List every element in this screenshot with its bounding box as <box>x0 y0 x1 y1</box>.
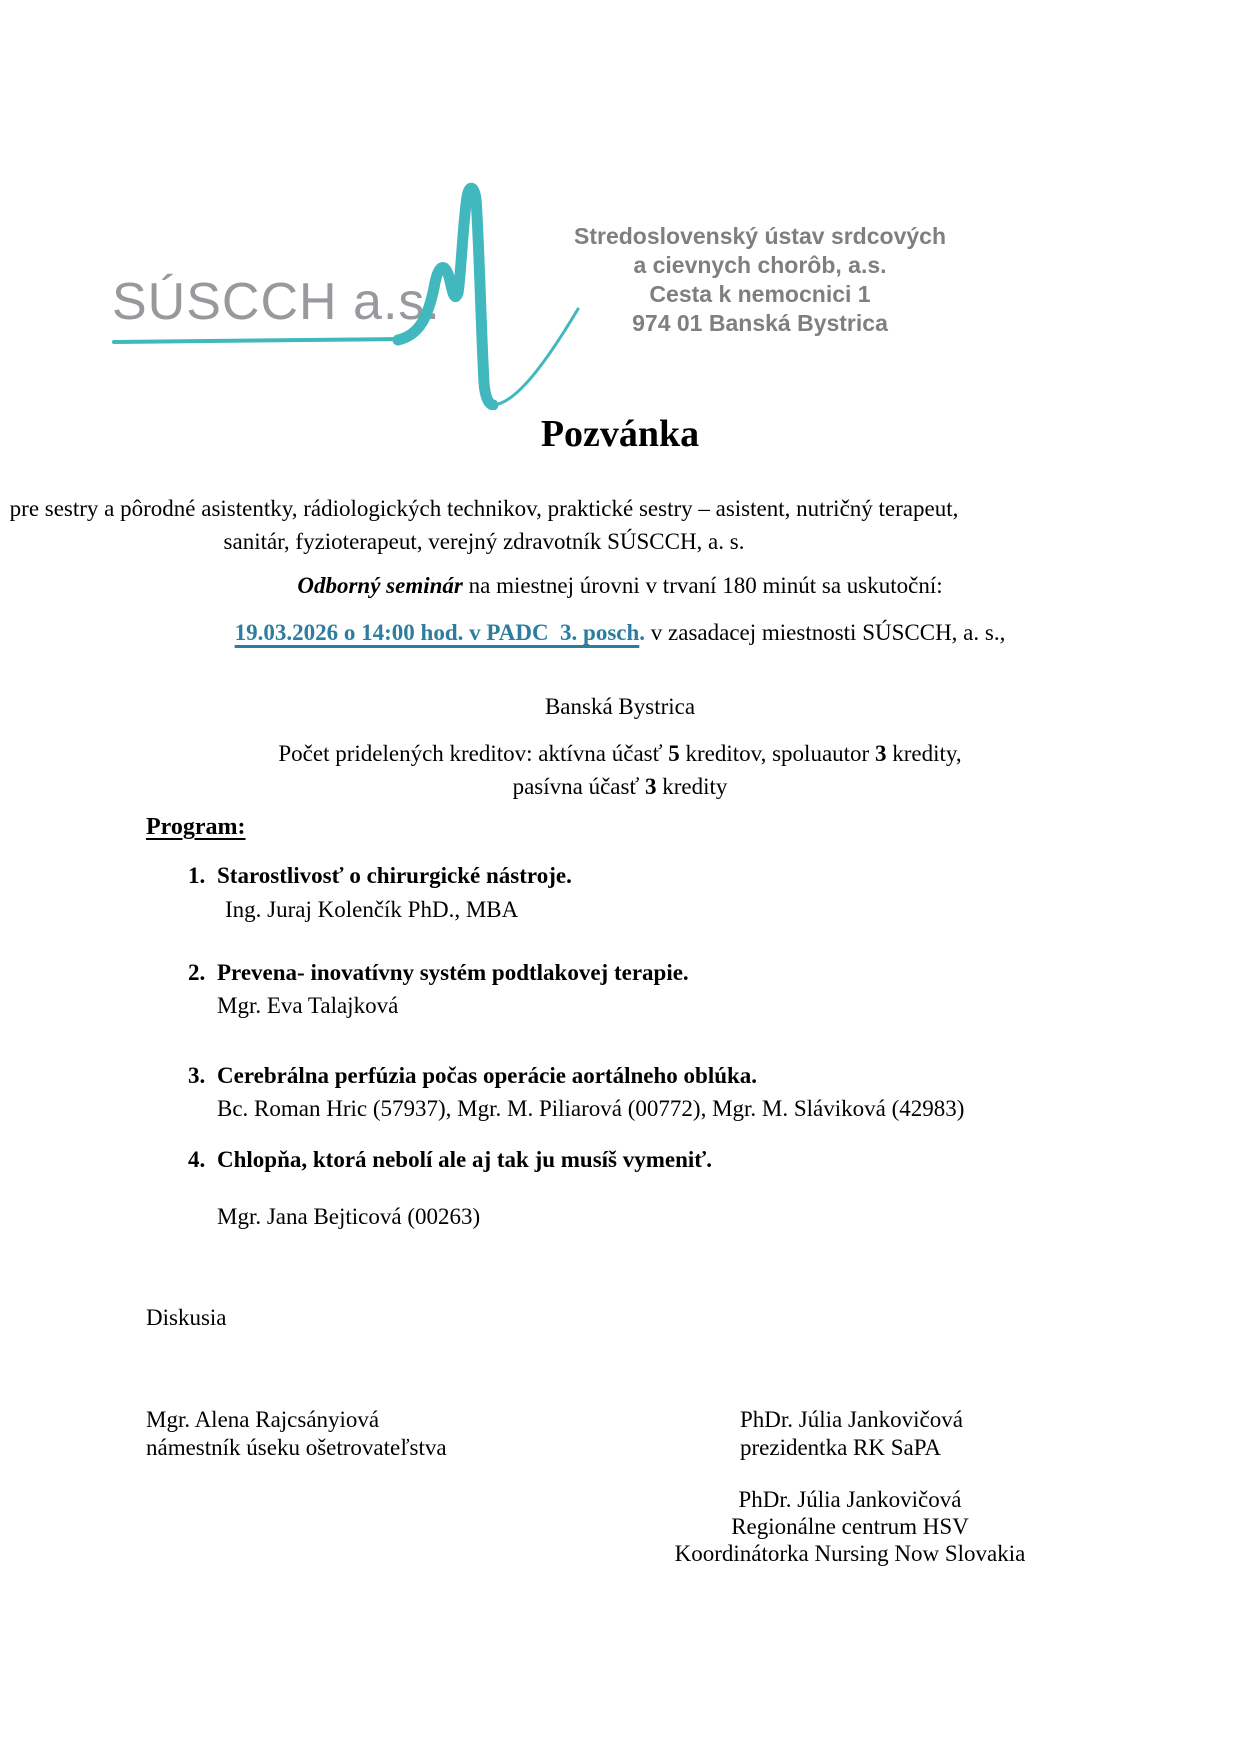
discussion-label: Diskusia <box>146 1305 227 1330</box>
signature-right-top-name: PhDr. Júlia Jankovičová <box>740 1407 963 1432</box>
program-item-3-title: Cerebrálna perfúzia počas operácie aortálneho oblúka. <box>217 1063 758 1088</box>
program-item-2-number: 2. <box>188 960 206 985</box>
seminar-line <box>0 571 1240 601</box>
signature-right-bottom <box>600 1486 1100 1567</box>
program-item-4-number: 4. <box>188 1147 206 1172</box>
credits-number: 5 <box>668 741 680 766</box>
org-line: 974 01 Banská Bystrica <box>632 310 888 336</box>
program-item-1-title: Starostlivosť o chirurgické nástroje. <box>217 863 572 888</box>
org-line: a cievnych chorôb, a.s. <box>633 252 887 278</box>
signature-left <box>146 1406 447 1462</box>
credits-text: pasívna účasť <box>512 774 646 799</box>
signature-right-bottom-role: Koordinátorka Nursing Now Slovakia <box>674 1541 1026 1566</box>
program-item-4-title: Chlopňa, ktorá nebolí ale aj tak ju musíš vymeniť. <box>217 1147 713 1172</box>
program-item-1-authors: Ing. Juraj Kolenčík PhD., MBA <box>225 897 519 922</box>
seminar-emphasis: Odborný seminár <box>297 573 463 598</box>
logo-text: SÚSCCH a.s. <box>112 273 441 331</box>
seminar-rest: na miestnej úrovni v trvaní 180 minút sa uskutoční: <box>462 573 943 598</box>
signature-right-bottom-name: PhDr. Júlia Jankovičová <box>738 1487 962 1512</box>
program-item-3-authors: Bc. Roman Hric (57937), Mgr. M. Piliarová (00772), Mgr. M. Sláviková (42983) <box>217 1096 965 1121</box>
credits-line-1 <box>0 737 1240 770</box>
program-item-2-title: Prevena- inovatívny systém podtlakovej terapie. <box>217 960 689 985</box>
credits-text: Počet pridelených kreditov: aktívna účasť <box>278 741 669 766</box>
signature-left-role: námestník úseku ošetrovateľstva <box>146 1435 447 1460</box>
event-rest: v zasadacej miestnosti SÚSCCH, a. s., <box>645 620 1006 645</box>
credits-line-2 <box>0 770 1240 803</box>
program-item-1-number: 1. <box>188 863 206 888</box>
signature-right-bottom-org: Regionálne centrum HSV <box>731 1514 969 1539</box>
org-line: Stredoslovenský ústav srdcových <box>574 223 946 249</box>
intro-paragraph: pre sestry a pôrodné asistentky, rádiologických technikov, praktické sestry – asistent, nutričný terapeut, sanitár, fyzioterapeut, verejný zdravotník SÚSCCH, a. s. <box>9 496 959 554</box>
event-dot: . <box>639 620 646 645</box>
org-line: Cesta k nemocnici 1 <box>649 281 871 307</box>
org-address <box>560 222 960 338</box>
signature-right-top <box>740 1406 963 1462</box>
program-item-2-authors: Mgr. Eva Talajková <box>217 993 399 1018</box>
credits-text: kreditov, spoluautor <box>679 741 875 766</box>
credits-number: 3 <box>645 774 657 799</box>
program-heading: Program: <box>146 814 246 840</box>
credits-block <box>0 737 1240 803</box>
event-date-highlight: 19.03.2026 o 14:00 hod. v PADC 3. posch <box>234 620 640 645</box>
location-line: Banská Bystrica <box>544 694 696 719</box>
credits-text: kredity, <box>886 741 962 766</box>
signature-right-top-role: prezidentka RK SaPA <box>740 1435 942 1460</box>
credits-text: kredity <box>656 774 728 799</box>
document-title: Pozvánka <box>540 413 700 455</box>
signature-left-name: Mgr. Alena Rajcsányiová <box>146 1407 380 1432</box>
credits-number: 3 <box>874 741 887 766</box>
event-line <box>0 618 1240 648</box>
program-item-3-number: 3. <box>188 1063 206 1088</box>
ecg-waveform-icon <box>108 178 588 410</box>
program-item-4-authors: Mgr. Jana Bejticová (00263) <box>217 1204 481 1229</box>
